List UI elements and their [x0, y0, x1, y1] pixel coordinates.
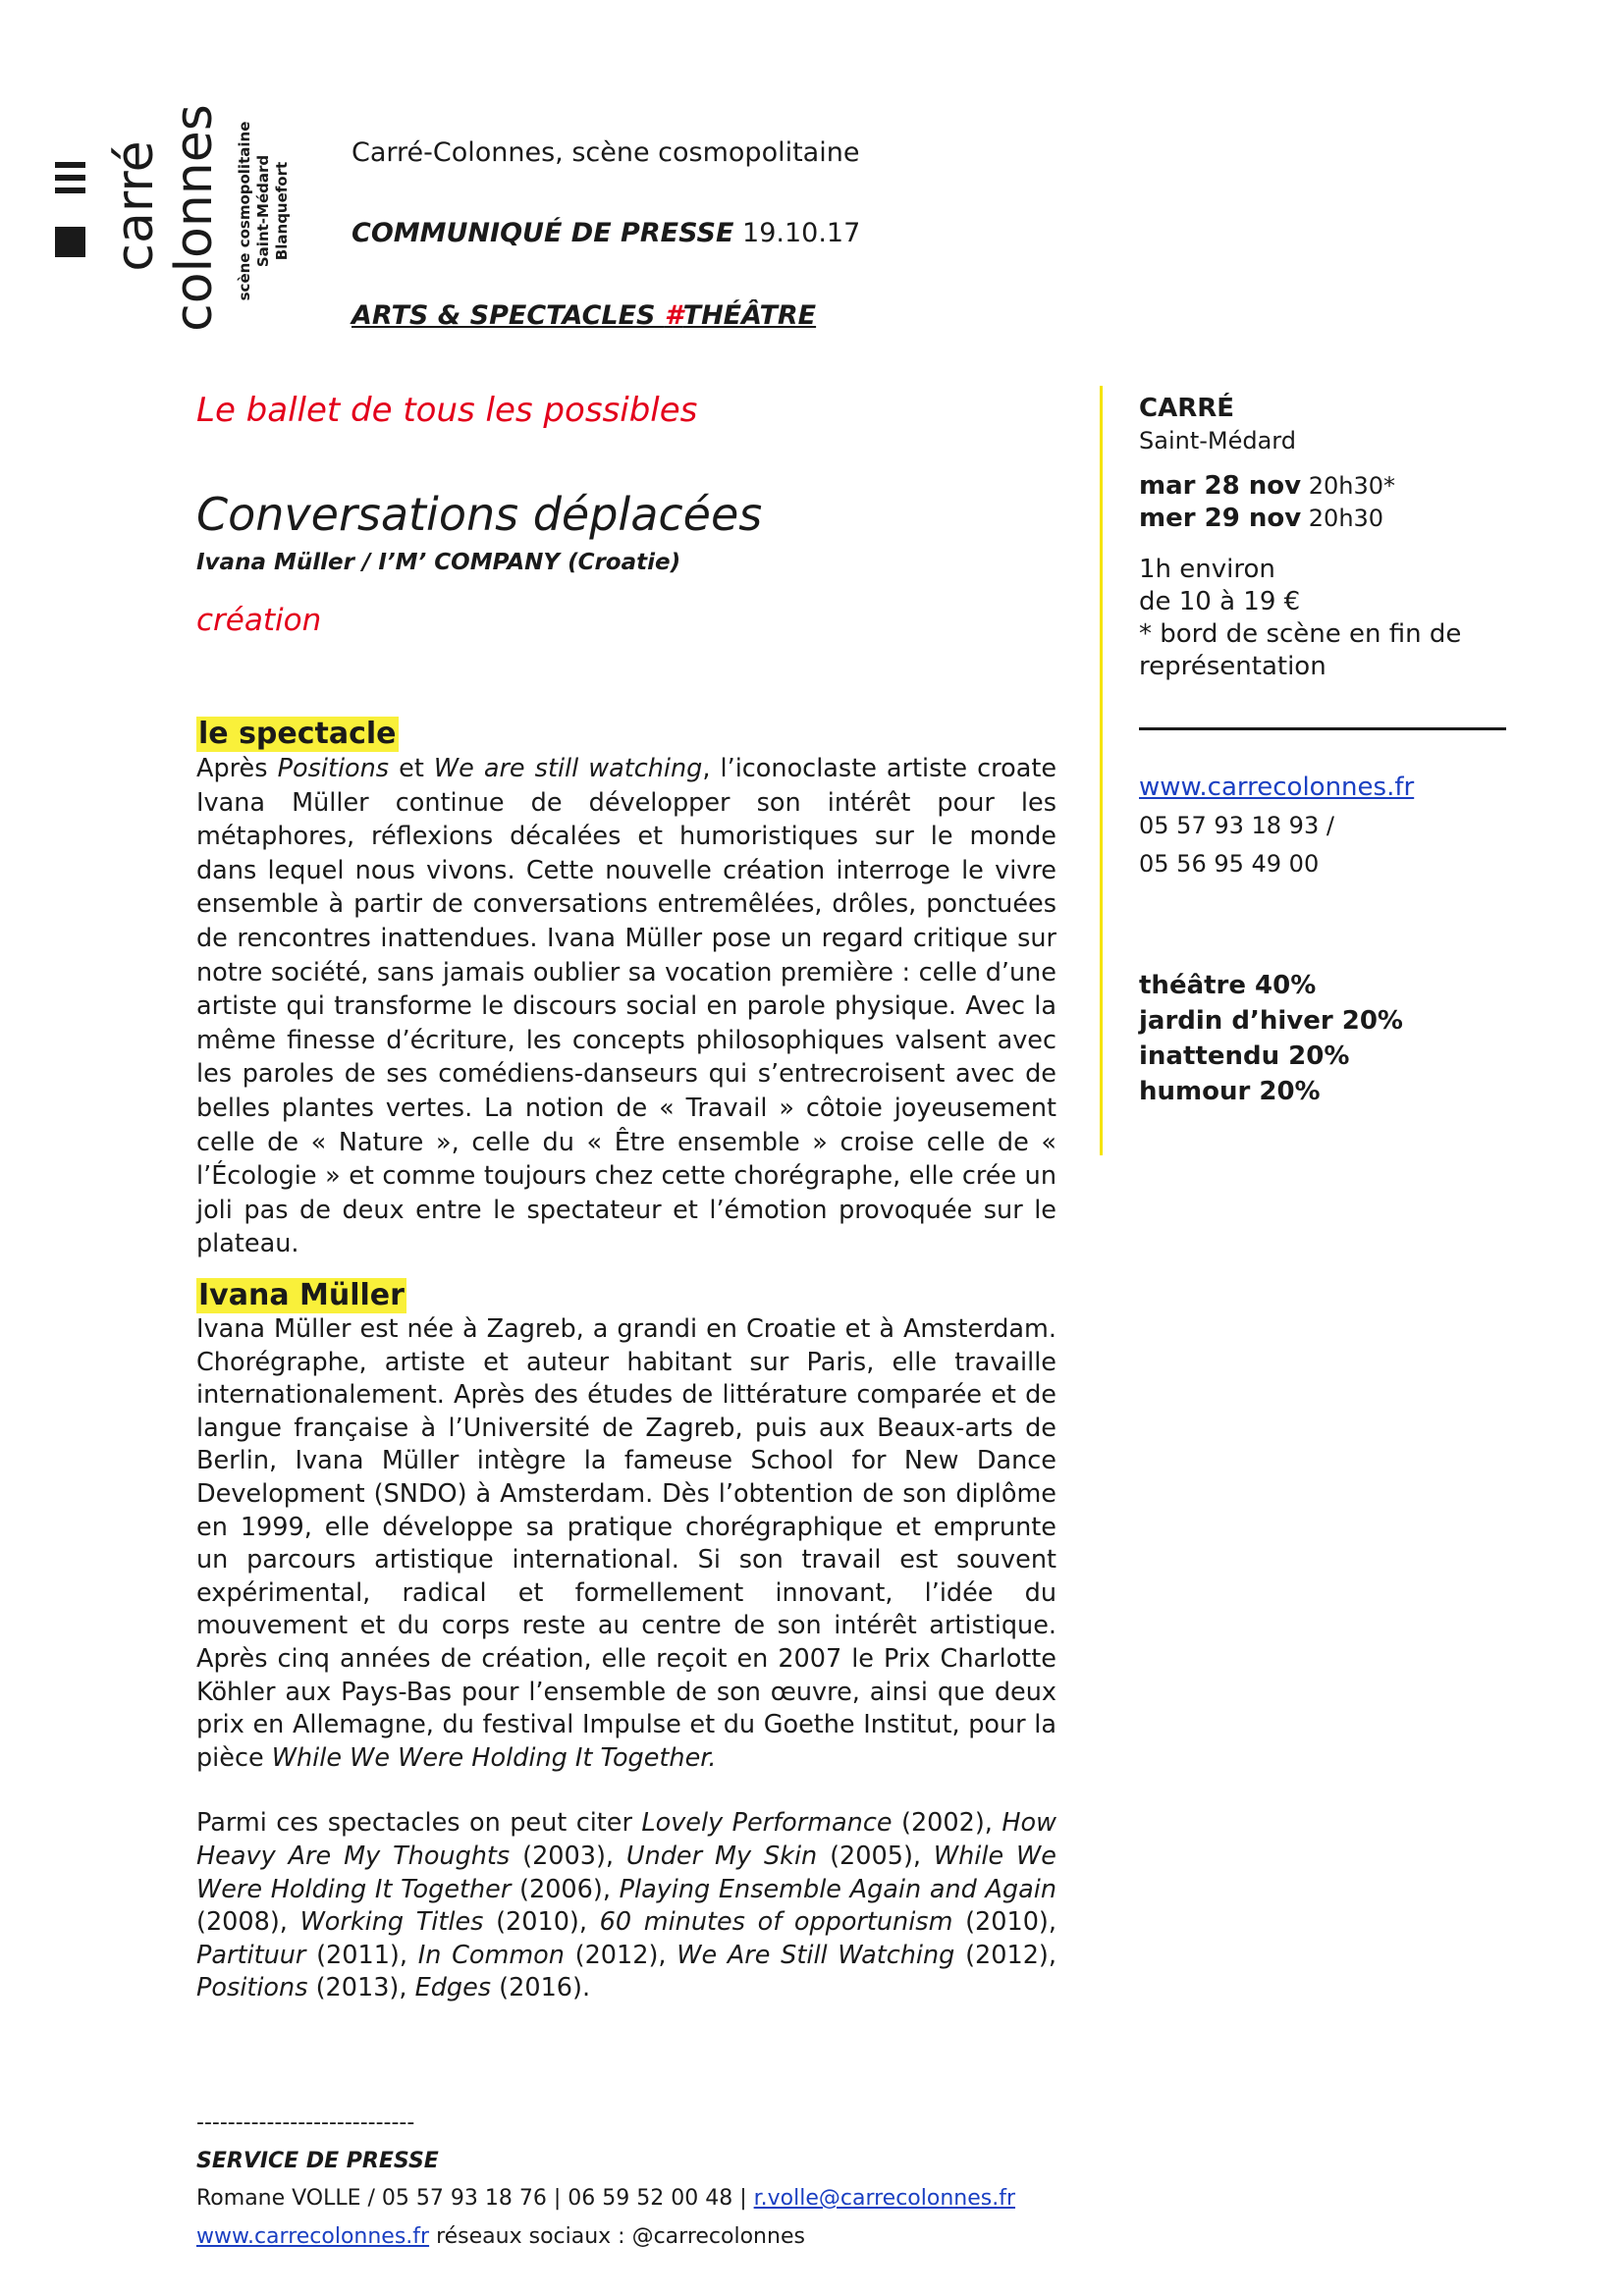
section-heading-spectacle: le spectacle — [198, 717, 397, 751]
work-title: Playing Ensemble Again and Again — [619, 1874, 1056, 1904]
text-run: (2002), — [892, 1808, 1002, 1839]
title-positions: Positions — [277, 754, 390, 783]
phone-2: 05 56 95 49 00 — [1139, 850, 1320, 878]
logo-bar — [55, 187, 85, 193]
work-title: In Common — [417, 1940, 565, 1970]
footer-web — [196, 2224, 805, 2249]
date-2 — [1139, 503, 1512, 535]
footer-separator: ---------------------------- — [196, 2110, 415, 2135]
text-run: (2006), — [511, 1874, 620, 1904]
text-run: , l’iconoclaste artiste croate Ivana Müller continue de développer son intérêt pour les métaphores, réflexions décalées et humoristiques sur le monde dans lequel nous vivons. Cette nouvelle création interroge le vivre ensemble à partir de conversations entremêlées, drôles, ponctuées de rencontres inattendues. Ivana Müller pose un regard critique sur notre société, sans jamais oublier sa vocation première : celle d’une artiste qui transforme le discours social en parole physique. Avec la même finesse d’écriture, les concepts philosophiques valsent avec les paroles de ses comédiens-danseurs qui s’entrecroisent avec de belles plantes vertes. La notion de « Travail » côtoie joyeusement celle de « Nature », celle du « Être ensemble » croise celle de « l’Écologie » et comme toujours chez cette chorégraphe, elle crée un joli pas de deux entre le spectateur et l’émotion provoquée sur le plateau. — [196, 754, 1057, 1259]
footer-website-link[interactable]: www.carrecolonnes.fr — [196, 2224, 430, 2249]
work-title: 60 minutes of opportunism — [599, 1907, 953, 1938]
category-theatre: THÉÂTRE — [682, 300, 817, 331]
sidebar-divider — [1100, 386, 1103, 1155]
text-run: (2010), — [952, 1907, 1056, 1938]
date-1-time: 20h30* — [1301, 472, 1395, 500]
section-ivana-muller — [196, 1278, 1056, 2005]
press-release-date: 19.10.17 — [742, 218, 861, 248]
text-run: Après — [196, 754, 278, 783]
footer-contact — [196, 2186, 1015, 2211]
date-1 — [1139, 470, 1512, 503]
title-while-we-were-holding: While We Were Holding It Together. — [271, 1742, 717, 1773]
work-title: While We Were Holding It Together — [196, 1841, 1056, 1904]
work-title: Working Titles — [299, 1907, 484, 1938]
footer-contact-text: Romane VOLLE / 05 57 93 18 76 | 06 59 52 00 48 | — [196, 2186, 754, 2211]
show-tagline: Le ballet de tous les possibles — [196, 391, 698, 430]
sidebar-website-link[interactable]: www.carrecolonnes.fr — [1139, 773, 1415, 802]
footer-social: réseaux sociaux : @carrecolonnes — [429, 2224, 805, 2249]
note-line-1: * bord de scène en fin de — [1139, 619, 1462, 649]
press-release-label: COMMUNIQUÉ DE PRESSE — [352, 218, 734, 248]
date-1-day: mar 28 nov — [1139, 471, 1302, 501]
text-run: (2010), — [483, 1907, 600, 1938]
tag-jardin-hiver: jardin d’hiver 20% — [1139, 1006, 1403, 1036]
venue-name: CARRÉ — [1139, 394, 1235, 423]
text-run: (2012), — [564, 1940, 677, 1970]
header-press-release — [352, 218, 860, 248]
text-run: et — [389, 754, 434, 783]
price: de 10 à 19 € — [1139, 587, 1301, 616]
work-title: Under My Skin — [625, 1841, 818, 1871]
text-run: (2011), — [305, 1940, 418, 1970]
work-title: Partituur — [196, 1940, 306, 1970]
logo-square — [55, 227, 85, 257]
footer-service-label: SERVICE DE PRESSE — [196, 2149, 439, 2173]
sidebar-rule — [1139, 727, 1506, 730]
logo-town-2: Blanquefort — [273, 161, 291, 261]
text-run: Parmi ces spectacles on peut citer — [196, 1808, 642, 1839]
text-run: (2003), — [510, 1841, 626, 1871]
work-title: Edges — [414, 1973, 492, 2003]
category-prefix: ARTS & SPECTACLES — [352, 300, 665, 331]
section-spectacle — [196, 717, 1056, 1261]
biography-paragraph — [196, 1313, 1056, 1775]
date-2-time: 20h30 — [1301, 505, 1384, 532]
sidebar-contact — [1139, 772, 1512, 881]
logo-bar — [55, 175, 85, 181]
tag-inattendu: inattendu 20% — [1139, 1041, 1350, 1071]
text-run: (2012), — [954, 1940, 1056, 1970]
text-run: (2005), — [817, 1841, 934, 1871]
work-title: How Heavy Are My Thoughts — [196, 1808, 1056, 1871]
work-title: Positions — [196, 1973, 308, 2003]
section-heading-ivana-muller: Ivana Müller — [198, 1278, 405, 1312]
text-run: Ivana Müller est née à Zagreb, a grandi en Croatie et à Amsterdam. Chorégraphe, artiste et auteur habitant sur Paris, elle travaille internationalement. Après des études de littérature comparée et de langue française à l’Université de Zagreb, puis aux Beaux-arts de Berlin, Ivana Müller intègre la fameuse School for New Dance Development (SNDO) à Amsterdam. Dès l’obtention de son diplôme en 1999, elle développe sa pratique chorégraphique et emprunte un parcours artistique international. Si son travail est souvent expérimental, radical et formellement innovant, l’idée du mouvement et du corps reste au centre de son intérêt artistique. Après cinq années de création, elle reçoit en 2007 le Prix Charlotte Köhler aux Pays-Bas pour l’ensemble de son œuvre, ainsi que deux prix en Allemagne, du festival Impulse et du Goethe Institut, pour la pièce — [196, 1314, 1056, 1773]
text-run: (2013), — [307, 1973, 415, 2003]
logo-town-1: Saint-Médard — [254, 154, 272, 268]
carre-colonnes-logo — [49, 69, 304, 353]
logo-word-colonnes: colonnes — [165, 104, 224, 332]
work-title: Lovely Performance — [641, 1808, 893, 1839]
spectacle-paragraph — [196, 752, 1056, 1261]
sidebar-info — [1139, 393, 1512, 683]
header-category — [352, 300, 816, 331]
tag-theatre: théâtre 40% — [1139, 971, 1317, 1000]
phone-1: 05 57 93 18 93 / — [1139, 812, 1334, 839]
show-status: création — [196, 603, 322, 638]
logo-bar — [55, 162, 85, 168]
show-company: Ivana Müller / I’M’ COMPANY (Croatie) — [196, 550, 681, 575]
works-paragraph — [196, 1807, 1056, 2005]
duration: 1h environ — [1139, 555, 1275, 584]
show-title: Conversations déplacées — [196, 488, 763, 541]
text-run: (2008), — [196, 1907, 300, 1938]
note-line-2: représentation — [1139, 652, 1326, 681]
header-organization: Carré-Colonnes, scène cosmopolitaine — [352, 137, 860, 168]
sidebar-tags — [1139, 968, 1512, 1109]
work-title: We Are Still Watching — [677, 1940, 955, 1970]
tag-humour: humour 20% — [1139, 1077, 1321, 1106]
category-hash: # — [664, 300, 683, 331]
title-we-are-still-watching: We are still watching — [433, 754, 703, 783]
footer-email-link[interactable]: r.volle@carrecolonnes.fr — [753, 2186, 1016, 2211]
venue-city: Saint-Médard — [1139, 427, 1296, 454]
date-2-day: mer 29 nov — [1139, 504, 1302, 533]
logo-word-carre: carré — [106, 140, 165, 272]
logo-tagline: scène cosmopolitaine — [236, 121, 253, 301]
text-run: (2016). — [491, 1973, 591, 2003]
